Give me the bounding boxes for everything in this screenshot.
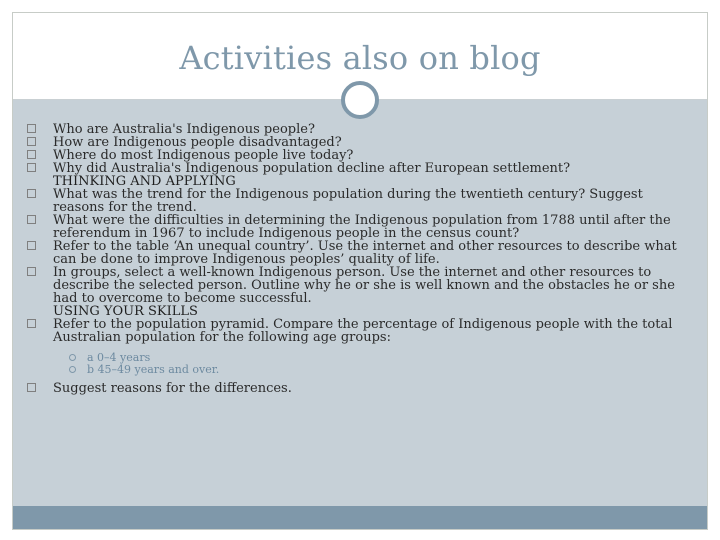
- list-item: [13, 382, 683, 395]
- section-heading-skills: USING YOUR SKILLS: [53, 304, 198, 319]
- square-bullet-icon: [27, 215, 36, 224]
- square-bullet-icon: [27, 383, 36, 392]
- list-item-line: Refer to the table ‘An unequal country’. Use the internet and other resources to describe what: [53, 239, 677, 254]
- sub-list-item-text: b 45–49 years and over.: [87, 363, 220, 376]
- square-bullet-icon: [27, 319, 36, 328]
- list-item-text: How are Indigenous people disadvantaged?: [53, 135, 342, 150]
- bottom-bar: [13, 506, 707, 530]
- list-item-line: had to overcome to become successful.: [53, 291, 312, 306]
- list-item: [13, 188, 683, 214]
- list-item-line: describe the selected person. Outline why he or she is well known and the obstacles he or she: [53, 278, 675, 293]
- section-heading-thinking: THINKING AND APPLYING: [53, 174, 236, 189]
- square-bullet-icon: [27, 124, 36, 133]
- list-item-line: referendum in 1967 to include Indigenous people in the census count?: [53, 226, 520, 241]
- list-item: [13, 266, 683, 305]
- list-item-text: Who are Australia's Indigenous people?: [53, 122, 315, 137]
- divider-ring-icon: [341, 81, 379, 119]
- list-item: [13, 240, 683, 266]
- square-bullet-icon: [27, 137, 36, 146]
- circle-bullet-icon: [69, 354, 76, 361]
- bullet-list: [13, 123, 683, 395]
- list-item-line: What was the trend for the Indigenous population during the twentieth century? Suggest: [53, 187, 643, 202]
- square-bullet-icon: [27, 150, 36, 159]
- list-item: [13, 214, 683, 240]
- circle-bullet-icon: [69, 366, 76, 373]
- sub-list-item: [13, 364, 683, 376]
- list-item: [13, 162, 683, 175]
- square-bullet-icon: [27, 267, 36, 276]
- list-item-text: Why did Australia's Indigenous population decline after European settlement?: [53, 161, 571, 176]
- list-item-line: Refer to the population pyramid. Compare the percentage of Indigenous people with the total: [53, 317, 673, 332]
- list-item-line: In groups, select a well-known Indigenous person. Use the internet and other resources to: [53, 265, 652, 280]
- list-item-line: can be done to improve Indigenous peoples’ quality of life.: [53, 252, 440, 267]
- list-item-line: What were the difficulties in determining the Indigenous population from 1788 until after the: [53, 213, 671, 228]
- list-item-line: reasons for the trend.: [53, 200, 197, 215]
- sub-list-item-text: a 0–4 years: [87, 351, 151, 364]
- slide: [12, 12, 708, 530]
- square-bullet-icon: [27, 189, 36, 198]
- list-item: [13, 318, 683, 344]
- list-item-text: Suggest reasons for the differences.: [53, 381, 292, 396]
- list-item-line: Australian population for the following age groups:: [53, 330, 391, 345]
- title-divider-right: [379, 99, 708, 100]
- list-item-text: Where do most Indigenous people live today?: [53, 148, 354, 163]
- square-bullet-icon: [27, 163, 36, 172]
- slide-title: Activities also on blog: [179, 39, 541, 77]
- square-bullet-icon: [27, 241, 36, 250]
- title-divider-left: [13, 99, 343, 100]
